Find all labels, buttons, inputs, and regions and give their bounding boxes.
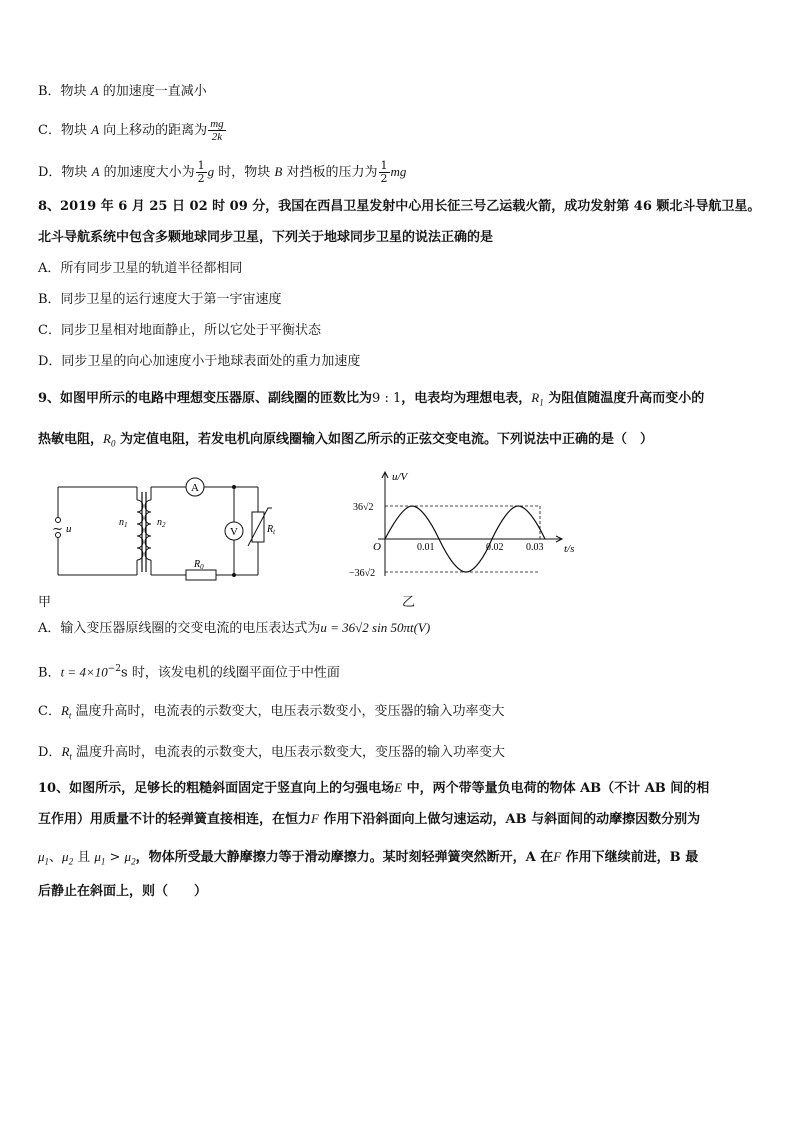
q10-mu1 [38, 849, 50, 867]
q9-optd-r: R [61, 744, 70, 759]
q10-mu3 [94, 849, 106, 867]
figure-yi-label: 乙 [402, 595, 416, 610]
voltmeter-label: V [230, 526, 238, 538]
q7-optd-pre: D．物块 [38, 165, 92, 180]
q8-option-d: D．同步卫星的向心加速度小于地球表面处的重力加速度 [38, 354, 361, 369]
q8-option-a: A．所有同步卫星的轨道半径都相同 [38, 261, 243, 276]
q9-stem2-b: 为定值电阻，若发电机向原线圈输入如图乙所示的正弦交变电流。下列说法中正确的是（ ） [115, 432, 653, 447]
circuit-n1-sub: 1 [124, 521, 128, 529]
q9-stem1-b: ，电表均为理想电表， [401, 391, 532, 406]
q7-optb-pre: B．物块 [38, 84, 91, 99]
q7-optc-num: mg [210, 118, 224, 130]
graph-xlabel: t/s [564, 543, 575, 555]
q7-optd-num1: 1 [197, 159, 205, 172]
q10-line1-b: 中，两个带等量负电荷的物体 AB（不计 AB 间的相 [402, 781, 710, 796]
q9-optd-rsub: t [69, 751, 72, 762]
q7-option-d [38, 160, 406, 185]
q9-circuit-diagram [40, 470, 280, 585]
q9-stem1-ratio: 9 : 1 [372, 391, 402, 406]
q7-optd-g: g [207, 164, 215, 179]
q10-line3-c: 作用下继续前进，B 最 [561, 850, 699, 865]
circuit-n2-letter: n [157, 517, 162, 528]
circuit-rt-letter: R [267, 524, 274, 535]
circuit-r0-letter: R [194, 559, 201, 570]
q10-mu2-sub: 2 [68, 856, 74, 867]
graph-x2-label: 0.02 [486, 542, 504, 553]
circuit-r0-label [193, 559, 204, 571]
q7-optd-var2: B [274, 164, 283, 179]
q9-r0-sub: 0 [110, 438, 116, 449]
q7-optc-var: A [91, 122, 100, 137]
q7-option-b [38, 82, 207, 101]
circuit-n2-label [157, 517, 166, 529]
figure-jia-label: 甲 [38, 595, 52, 610]
q10-line3-b: ，物体所受最大静摩擦力等于滑动摩擦力。某时刻轻弹簧突然断开，A 在 [135, 850, 554, 865]
q9-optb-pre: B． [38, 665, 61, 681]
q9-optc-r: R [60, 703, 69, 718]
q7-optd-mid2: 时，物块 [214, 165, 275, 180]
q7-optd-den1: 2 [197, 172, 205, 185]
q9-stem-line1 [38, 389, 704, 412]
circuit-n2-sub: 2 [162, 521, 166, 529]
q10-stem-line1 [38, 779, 709, 798]
q9-optd-pre: D． [38, 745, 62, 760]
q9-voltage-graph [340, 468, 600, 586]
q10-line1-a: 10、如图所示，足够长的粗糙斜面固定于竖直向上的匀强电场 [38, 781, 395, 796]
q7-optc-mid: 向上移动的距离为 [99, 123, 208, 138]
q10-stem-line4: 后静止在斜面上，则（ ） [38, 884, 208, 899]
q9-stem2-a: 热敏电阻， [38, 432, 104, 447]
q9-stem1-a: 9、如图甲所示的电路中理想变压器原、副线圈的匝数比为 [38, 391, 373, 406]
q9-stem-line2 [38, 430, 653, 453]
q9-option-a [38, 619, 430, 638]
q9-optc-pre: C． [38, 704, 61, 719]
circuit-ac-symbol: ∼ [52, 521, 63, 536]
q9-optc-rsub: t [68, 710, 72, 721]
q10-line3-f: F [553, 849, 562, 864]
graph-ylabel: u/V [392, 471, 408, 483]
graph-x3-label: 0.03 [526, 542, 544, 553]
q7-optb-var: A [90, 83, 99, 98]
q10-mu4 [124, 849, 136, 867]
circuit-r0-sub: 0 [200, 563, 204, 571]
graph-origin: O [373, 541, 381, 553]
q9-optb-unit: s [121, 665, 128, 681]
graph-ybottom-label: −36√2 [349, 568, 376, 579]
q9-option-c [38, 702, 505, 725]
q7-optd-mid3: 对挡板的压力为 [282, 165, 378, 180]
q10-stem-line2 [38, 810, 700, 829]
circuit-u-label: u [66, 523, 72, 535]
ammeter-label: A [191, 482, 199, 494]
q9-option-d [38, 743, 505, 766]
q7-optd-var: A [91, 164, 100, 179]
q10-and: 且 [73, 850, 95, 865]
q10-line2-f: F [311, 811, 319, 826]
q7-optc-pre: C．物块 [38, 123, 92, 138]
q9-r1-sub: 1 [539, 397, 544, 408]
q10-gt: > [105, 850, 125, 865]
q8-stem-line1: 8、2019 年 6 月 25 日 02 时 09 分，我国在西昌卫星发射中心用长征三号乙运载火箭，成功发射第 46 颗北斗导航卫星。 [38, 199, 761, 214]
q10-line2-a: 互作用）用质量不计的轻弹簧直接相连，在恒力 [38, 812, 312, 827]
q10-mu4-sub: 2 [131, 856, 136, 867]
q9-optb-post: 时，该发电机的线圈平面位于中性面 [127, 665, 340, 681]
q9-opta-pre: A．输入变压器原线圈的交变电流的电压表达式为 [38, 621, 321, 636]
q10-line2-b: 作用下沿斜面向上做匀速运动，AB 与斜面间的动摩擦因数分别为 [318, 812, 701, 827]
q10-mu4-letter: μ [124, 849, 132, 864]
q7-optb-post: 的加速度一直减小 [98, 84, 207, 99]
q10-line1-e: E [394, 780, 403, 795]
circuit-rt-label [266, 524, 276, 536]
q7-optd-num2: 1 [380, 159, 388, 172]
q9-opta-expr: u = 36√2 sin 50πt(V) [320, 620, 431, 635]
q7-optd-mg: mg [390, 164, 407, 179]
q10-mu3-letter: μ [94, 849, 101, 864]
q9-r1-letter: R [531, 390, 540, 405]
q10-stem-line3 [38, 848, 698, 871]
circuit-n1-label [119, 517, 128, 529]
q9-stem1-r1 [531, 390, 544, 408]
q7-optd-den2: 2 [380, 172, 388, 185]
q10-sep: 、 [49, 850, 63, 865]
q9-stem1-c: 为阻值随温度升高而变小的 [543, 391, 705, 406]
q9-r0-letter: R [103, 431, 111, 446]
q9-optb-expr: t = 4×10 [60, 664, 108, 680]
q7-optd-mid1: 的加速度大小为 [99, 165, 195, 180]
q8-stem-line2: 北斗导航系统中包含多颗地球同步卫星，下列关于地球同步卫星的说法正确的是 [38, 230, 494, 245]
q8-option-c: C．同步卫星相对地面静止，所以它处于平衡状态 [38, 323, 321, 338]
q9-option-b [38, 660, 340, 682]
q7-option-c [38, 118, 227, 143]
q7-optd-frac1 [196, 160, 207, 185]
q7-optd-frac2 [379, 160, 390, 185]
q9-optb-exp: −2 [107, 664, 122, 674]
q7-optc-fraction [208, 118, 225, 143]
circuit-rt-sub: t [273, 528, 276, 536]
circuit-n1-letter: n [119, 517, 124, 528]
q10-mu3-sub: 1 [100, 856, 106, 867]
q10-mu1-sub: 1 [44, 856, 50, 867]
q9-stem2-r0 [103, 431, 116, 449]
graph-x1-label: 0.01 [417, 542, 435, 553]
q10-mu2 [62, 849, 74, 867]
q7-optc-den: 2k [211, 131, 223, 143]
q9-optd-post: 温度升高时，电流表的示数变大，电压表示数变大，变压器的输入功率变大 [71, 745, 506, 760]
q10-mu1-letter: μ [38, 849, 45, 864]
graph-ytop-label: 36√2 [353, 502, 374, 513]
q10-mu2-letter: μ [62, 849, 69, 864]
q8-option-b: B．同步卫星的运行速度大于第一宇宙速度 [38, 292, 282, 307]
q9-optc-post: 温度升高时，电流表的示数变大，电压表示数变小，变压器的输入功率变大 [71, 704, 505, 719]
